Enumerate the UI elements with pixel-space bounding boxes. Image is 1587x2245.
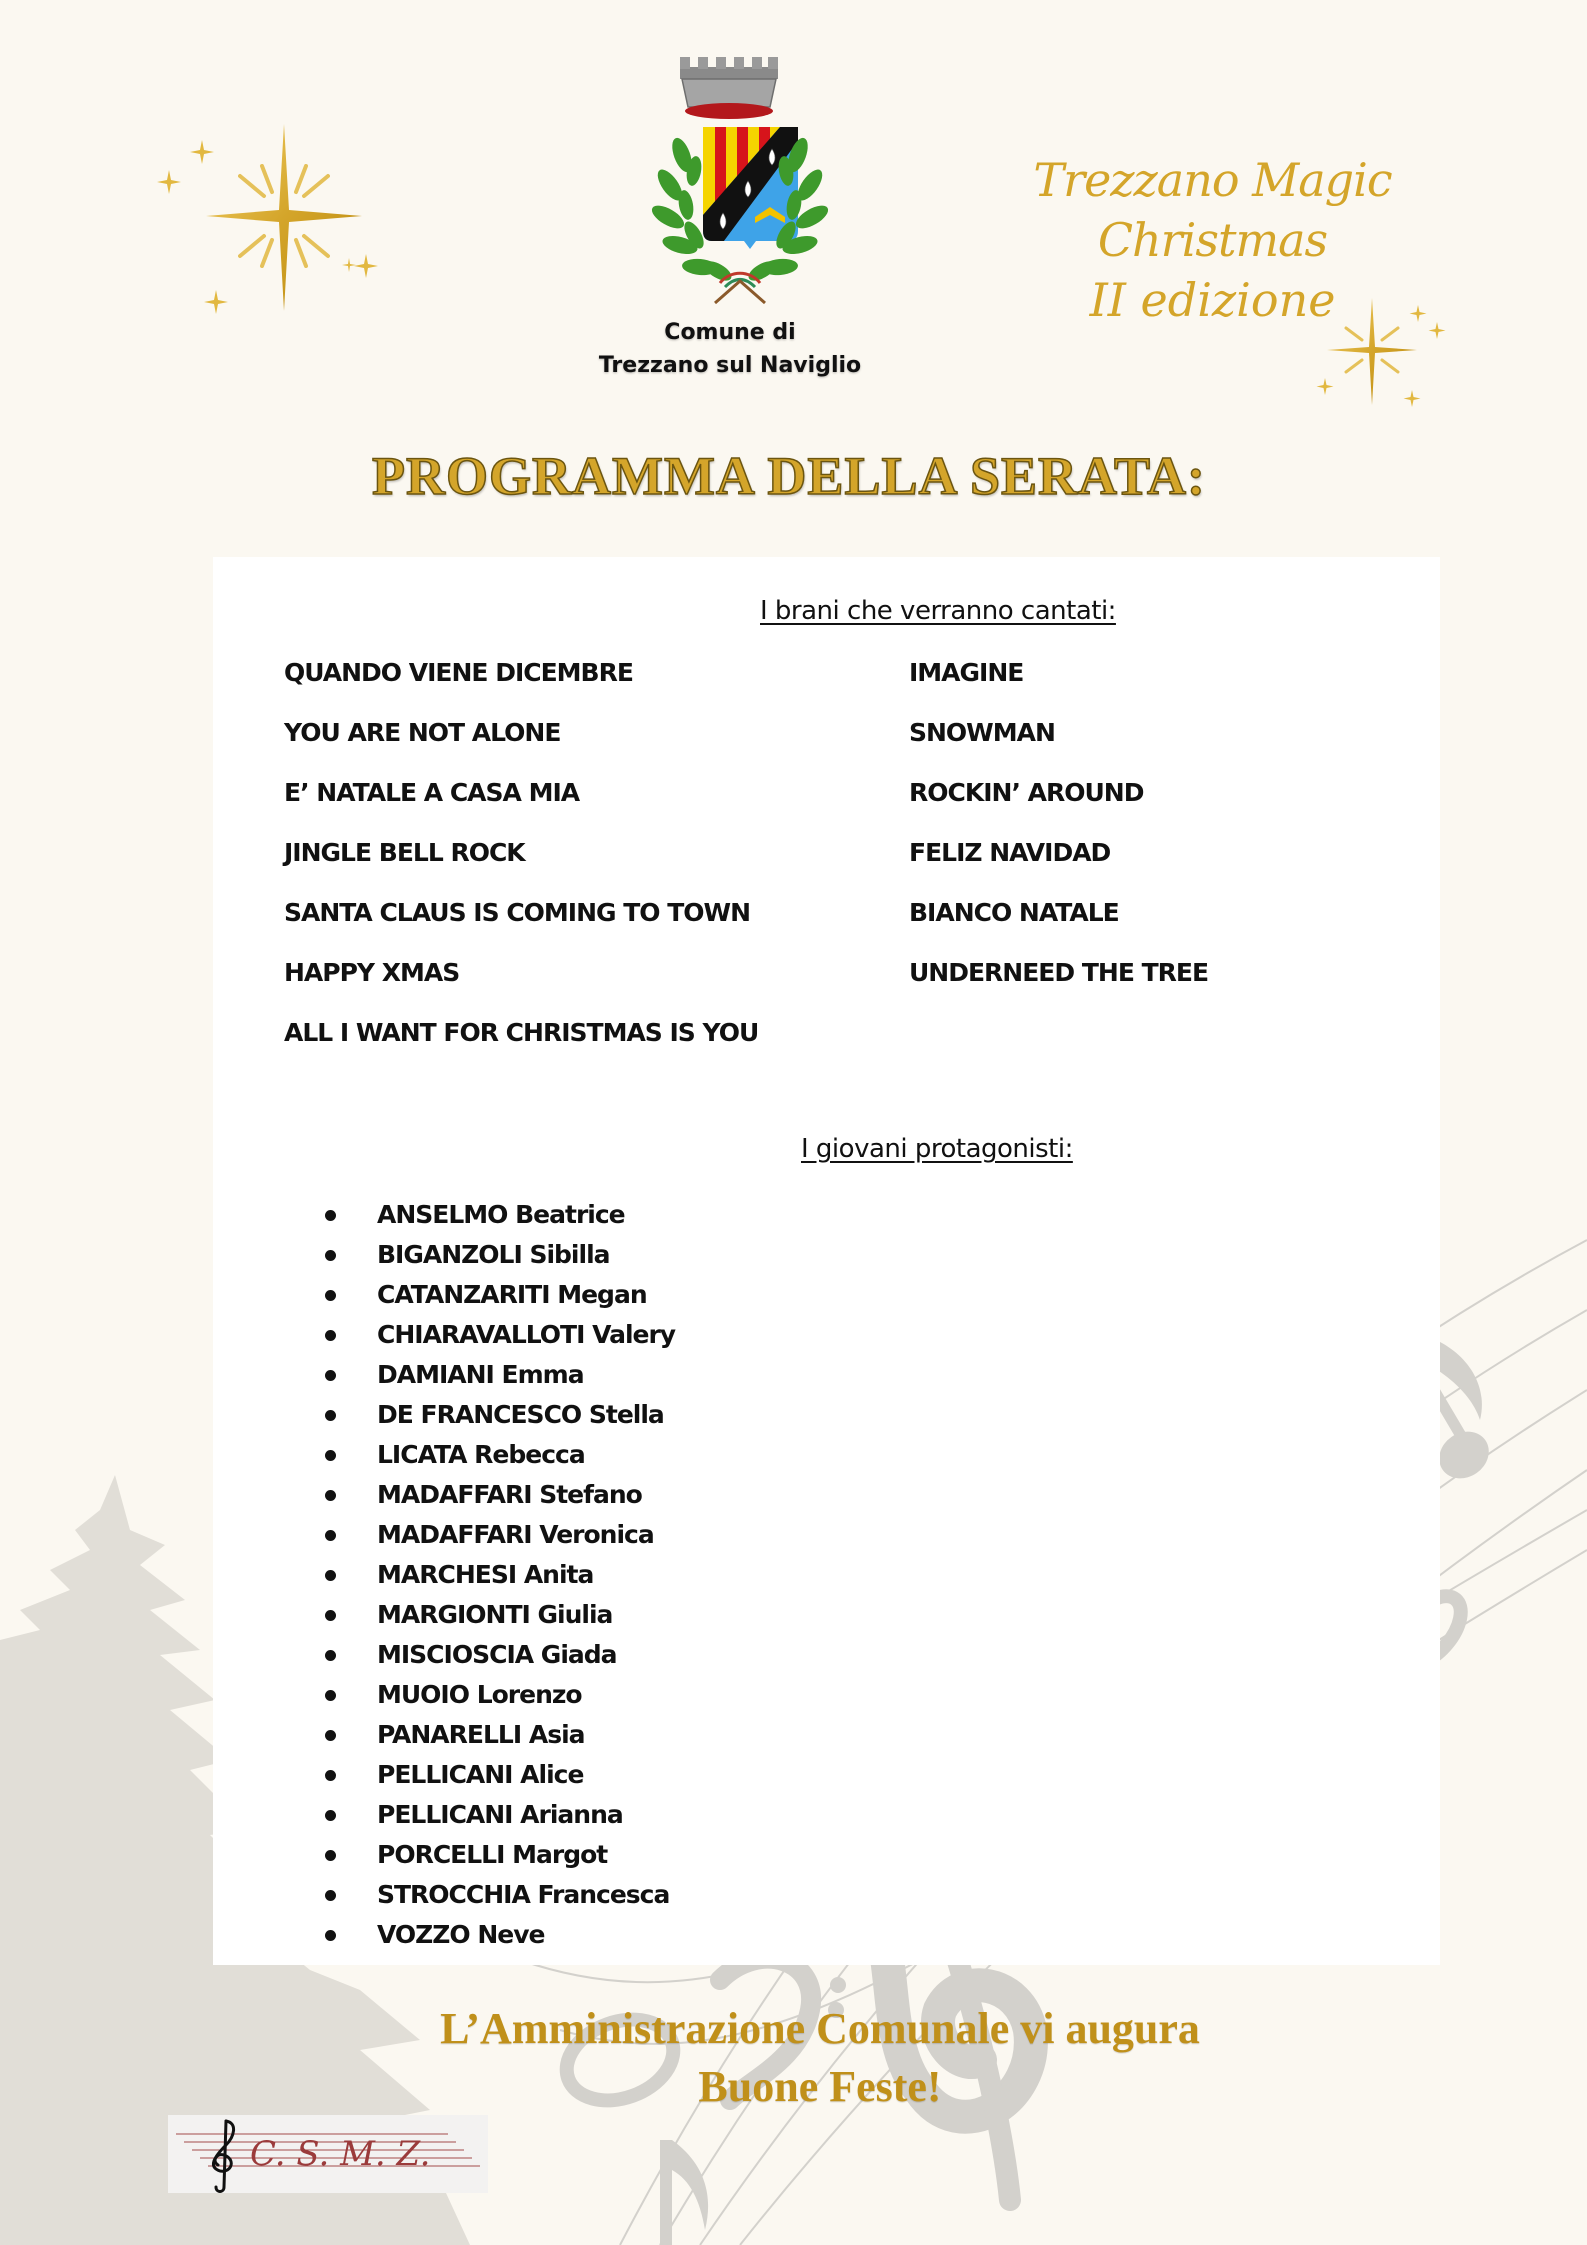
bullet-icon — [325, 1330, 336, 1341]
song-item: SNOWMAN — [909, 718, 1055, 747]
performer-item — [325, 1915, 675, 1955]
performer-name: STROCCHIA Francesca — [377, 1880, 670, 1909]
performer-item — [325, 1835, 675, 1875]
song-item: FELIZ NAVIDAD — [909, 838, 1111, 867]
songs-list-left — [284, 643, 758, 1063]
performer-item — [325, 1435, 675, 1475]
greeting-line2: Buone Feste! — [698, 2062, 942, 2111]
crown-icon — [680, 57, 778, 119]
performer-item — [325, 1195, 675, 1235]
performer-name: MARGIONTI Giulia — [377, 1600, 613, 1629]
performer-item — [325, 1755, 675, 1795]
bullet-icon — [325, 1490, 336, 1501]
bullet-icon — [325, 1570, 336, 1581]
performer-name: MARCHESI Anita — [377, 1560, 594, 1589]
song-item: QUANDO VIENE DICEMBRE — [284, 658, 633, 687]
performer-name: DAMIANI Emma — [377, 1360, 584, 1389]
performer-item — [325, 1635, 675, 1675]
performer-item — [325, 1275, 675, 1315]
performer-name: BIGANZOLI Sibilla — [377, 1240, 610, 1269]
bullet-icon — [325, 1210, 336, 1221]
performer-item — [325, 1555, 675, 1595]
performer-name: PORCELLI Margot — [377, 1840, 608, 1869]
performer-name: MADAFFARI Veronica — [377, 1520, 654, 1549]
comune-label — [560, 316, 900, 382]
bullet-icon — [325, 1810, 336, 1821]
comune-line1: Comune di — [664, 320, 796, 345]
bullet-icon — [325, 1770, 336, 1781]
csmz-logo — [168, 2115, 488, 2193]
bullet-icon — [325, 1610, 336, 1621]
performer-item — [325, 1475, 675, 1515]
sparkle-icons — [157, 140, 378, 314]
bullet-icon — [325, 1290, 336, 1301]
performers-heading: I giovani protagonisti: — [801, 1134, 1073, 1164]
event-edition: II edizione — [1089, 273, 1336, 327]
treble-clef-icon — [213, 2121, 233, 2192]
performer-item — [325, 1315, 675, 1355]
performer-name: CATANZARITI Megan — [377, 1280, 647, 1309]
comune-line2: Trezzano sul Naviglio — [598, 353, 862, 378]
greeting-line1: L’Amministrazione Comunale vi augura — [440, 2004, 1200, 2053]
songs-heading: I brani che verranno cantati: — [760, 596, 1116, 626]
csmz-logo-text: C. S. M. Z. — [250, 2134, 431, 2174]
performer-item — [325, 1595, 675, 1635]
bullet-icon — [325, 1450, 336, 1461]
performer-item — [325, 1235, 675, 1275]
bullet-icon — [325, 1250, 336, 1261]
performer-name: CHIARAVALLOTI Valery — [377, 1320, 676, 1349]
event-title-name: Trezzano Magic Christmas — [1033, 153, 1392, 267]
greeting-message — [330, 2000, 1310, 2116]
bullet-icon — [325, 1890, 336, 1901]
song-item: HAPPY XMAS — [284, 958, 460, 987]
songs-list-right — [909, 643, 1208, 1003]
performer-item — [325, 1795, 675, 1835]
event-title — [925, 150, 1500, 330]
performer-item — [325, 1715, 675, 1755]
performer-name: PELLICANI Arianna — [377, 1800, 623, 1829]
performers-list — [325, 1195, 675, 1955]
performer-name: MISCIOSCIA Giada — [377, 1640, 617, 1669]
song-item: BIANCO NATALE — [909, 898, 1119, 927]
coat-of-arms-logo — [620, 45, 860, 325]
song-item: JINGLE BELL ROCK — [284, 838, 525, 867]
song-item: IMAGINE — [909, 658, 1024, 687]
song-item: ALL I WANT FOR CHRISTMAS IS YOU — [284, 1018, 759, 1047]
bullet-icon — [325, 1690, 336, 1701]
performer-item — [325, 1355, 675, 1395]
performer-name: ANSELMO Beatrice — [377, 1200, 625, 1229]
page-title: PROGRAMMA DELLA SERATA: — [372, 446, 1207, 506]
performer-item — [325, 1675, 675, 1715]
bullet-icon — [325, 1930, 336, 1941]
song-item: E’ NATALE A CASA MIA — [284, 778, 580, 807]
performer-name: VOZZO Neve — [377, 1920, 545, 1949]
bullet-icon — [325, 1850, 336, 1861]
song-item: SANTA CLAUS IS COMING TO TOWN — [284, 898, 751, 927]
performer-item — [325, 1875, 675, 1915]
performer-name: MADAFFARI Stefano — [377, 1480, 642, 1509]
performer-item — [325, 1395, 675, 1435]
performer-name: MUOIO Lorenzo — [377, 1680, 582, 1709]
bullet-icon — [325, 1410, 336, 1421]
bullet-icon — [325, 1650, 336, 1661]
performer-item — [325, 1515, 675, 1555]
bullet-icon — [325, 1530, 336, 1541]
song-item: YOU ARE NOT ALONE — [284, 718, 561, 747]
song-item: ROCKIN’ AROUND — [909, 778, 1144, 807]
bullet-icon — [325, 1370, 336, 1381]
performer-name: LICATA Rebecca — [377, 1440, 585, 1469]
bullet-icon — [325, 1730, 336, 1741]
song-item: UNDERNEED THE TREE — [909, 958, 1209, 987]
performer-name: PANARELLI Asia — [377, 1720, 585, 1749]
performer-name: PELLICANI Alice — [377, 1760, 584, 1789]
performer-name: DE FRANCESCO Stella — [377, 1400, 664, 1429]
star-icon — [206, 124, 362, 311]
